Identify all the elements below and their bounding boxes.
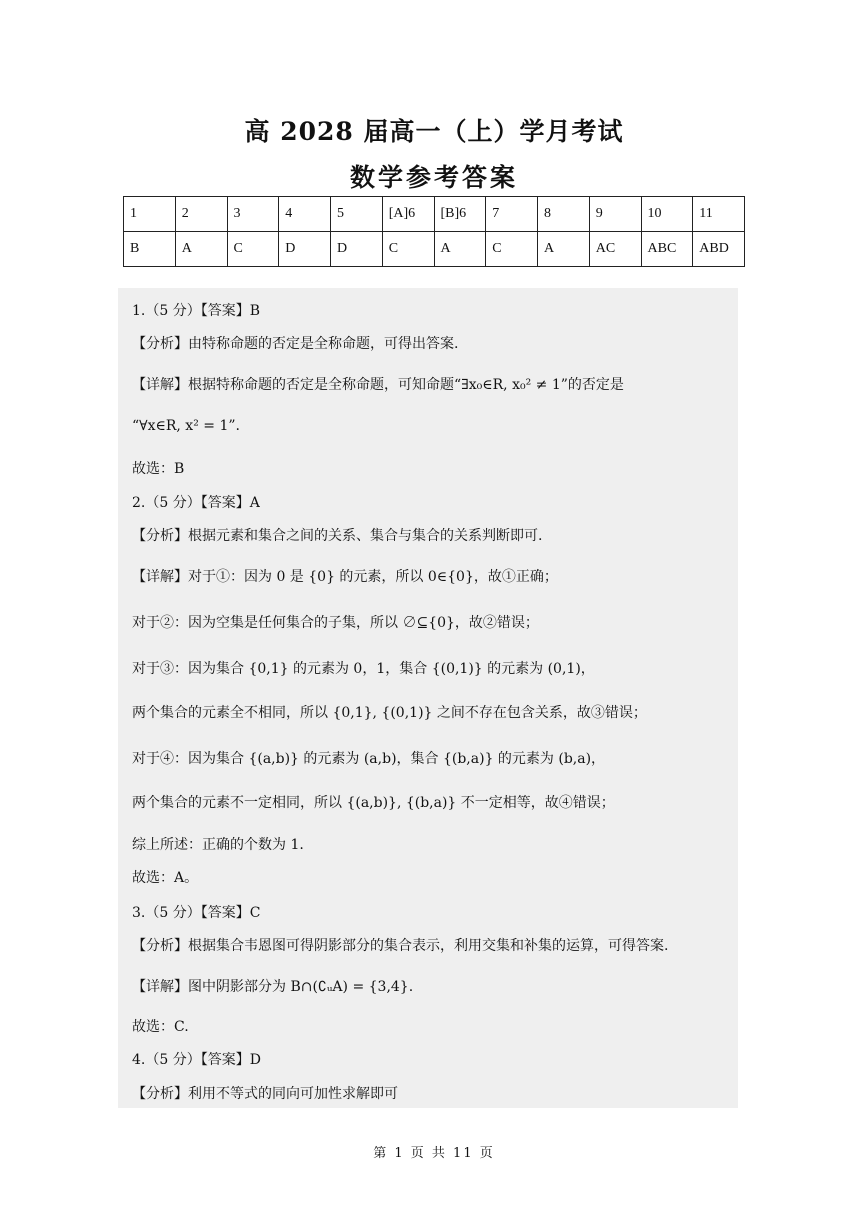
q1-answer-line: 1.（5 分）【答案】B (132, 303, 261, 319)
q2-detail-line-3: 对于③：因为集合 {0,1} 的元素为 0，1，集合 {(0,1)} 的元素为 (0,1)， (132, 661, 595, 677)
question-number-cell: 8 (538, 197, 590, 232)
answer-table-answer-row (124, 232, 745, 267)
q1-analysis-line: 【分析】由特称命题的否定是全称命题，可得出答案. (132, 336, 459, 352)
q4-answer-line: 4.（5 分）【答案】D (132, 1052, 261, 1068)
answer-cell: D (279, 232, 331, 267)
exam-subtitle: 数学参考答案 (349, 163, 518, 192)
answer-cell: A (175, 232, 227, 267)
q2-detail-line-2: 对于②：因为空集是任何集合的子集，所以 ∅⊆{0}，故②错误； (132, 615, 539, 631)
question-number-cell: 1 (124, 197, 176, 232)
answer-cell: B (124, 232, 176, 267)
q2-summary-line: 综上所述：正确的个数为 1. (132, 837, 304, 853)
q1-detail-line: 【详解】根据特称命题的否定是全称命题，可知命题“∃x₀∈R, x₀² ≠ 1”的否定是 (132, 377, 624, 393)
q2-detail-line-5: 对于④：因为集合 {(a,b)} 的元素为 (a,b)，集合 {(b,a)} 的元素为 (b,a)， (132, 751, 606, 767)
question-number-cell: 3 (227, 197, 279, 232)
answer-cell: A (434, 232, 486, 267)
question-number-cell: 9 (589, 197, 641, 232)
question-number-cell: 10 (641, 197, 693, 232)
q2-detail-line-4: 两个集合的元素全不相同，所以 {0,1}, {(0,1)} 之间不存在包含关系，故③错误； (132, 705, 647, 721)
q2-choice-line: 故选：A。 (132, 870, 199, 886)
question-number-cell: 2 (175, 197, 227, 232)
answer-cell: C (486, 232, 538, 267)
q3-answer-line: 3.（5 分）【答案】C (132, 905, 261, 921)
answer-cell: AC (589, 232, 641, 267)
q1-choice-line: 故选：B (132, 461, 185, 477)
question-number-cell: [A]6 (382, 197, 434, 232)
question-number-cell: [B]6 (434, 197, 486, 232)
answer-cell: A (538, 232, 590, 267)
q2-analysis-line: 【分析】根据元素和集合之间的关系、集合与集合的关系判断即可. (132, 528, 543, 544)
q1-detail-line-2: “∀x∈R, x² = 1”. (132, 418, 240, 434)
q3-detail-line: 【详解】图中阴影部分为 B∩(∁ᵤA) = {3,4}. (132, 979, 414, 995)
answer-cell: ABC (641, 232, 693, 267)
answer-table (123, 196, 745, 267)
q3-analysis-line: 【分析】根据集合韦恩图可得阴影部分的集合表示，利用交集和补集的运算，可得答案. (132, 938, 669, 954)
question-number-cell: 11 (693, 197, 745, 232)
answer-cell: C (382, 232, 434, 267)
answer-table-header-row (124, 197, 745, 232)
q4-analysis-line: 【分析】利用不等式的同向可加性求解即可 (132, 1086, 398, 1102)
question-number-cell: 5 (331, 197, 383, 232)
answer-cell: D (331, 232, 383, 267)
question-number-cell: 4 (279, 197, 331, 232)
q2-answer-line: 2.（5 分）【答案】A (132, 495, 260, 511)
exam-title: 高 2028 届高一（上）学月考试 (244, 117, 624, 146)
q3-choice-line: 故选：C. (132, 1019, 189, 1035)
answer-cell: C (227, 232, 279, 267)
page-footer: 第 1 页 共 11 页 (373, 1146, 495, 1161)
answer-cell: ABD (693, 232, 745, 267)
question-number-cell: 7 (486, 197, 538, 232)
q2-detail-line-1: 【详解】对于①：因为 0 是 {0} 的元素，所以 0∈{0}，故①正确； (132, 569, 558, 585)
q2-detail-line-6: 两个集合的元素不一定相同，所以 {(a,b)}, {(b,a)} 不一定相等，故④错误； (132, 795, 615, 811)
